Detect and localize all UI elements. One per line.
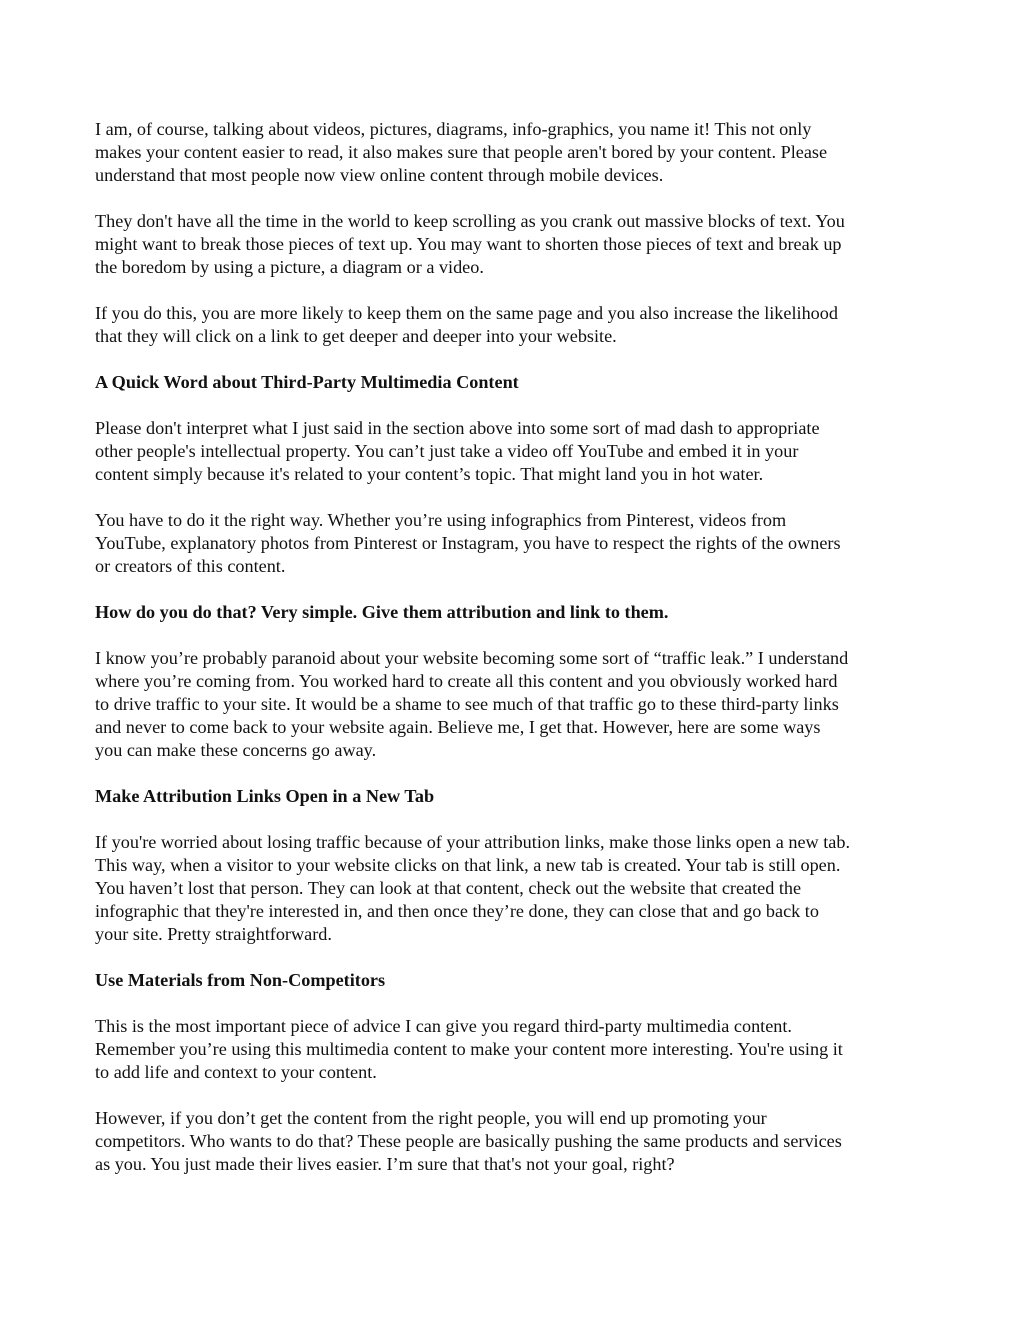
section-heading-non-competitors: [95, 969, 945, 992]
section-heading-attribution: [95, 601, 945, 624]
paragraph-competitors: [95, 1107, 945, 1176]
text-line: You have to do it the right way. Whether you’re using infographics from Pinterest, videos from: [95, 510, 787, 530]
paragraph-visual-content: [95, 118, 945, 187]
text-line: You haven’t lost that person. They can look at that content, check out the website that created the: [95, 878, 802, 898]
text-line: This way, when a visitor to your website clicks on that link, a new tab is created. Your tab is still open.: [95, 855, 841, 875]
text-line: infographic that they're interested in, and then once they’re done, they can close that and go back to: [95, 901, 819, 921]
paragraph-right-way: [95, 509, 945, 578]
text-line: I am, of course, talking about videos, pictures, diagrams, info-graphics, you name it! This not only: [95, 119, 812, 139]
text-line: the boredom by using a picture, a diagram or a video.: [95, 257, 484, 277]
heading-line: Use Materials from Non-Competitors: [95, 970, 386, 990]
text-line: content simply because it's related to your content’s topic. That might land you in hot water.: [95, 464, 764, 484]
text-line: that they will click on a link to get deeper and deeper into your website.: [95, 326, 617, 346]
text-line: I know you’re probably paranoid about your website becoming some sort of “traffic leak.” I understand: [95, 648, 849, 668]
section-heading-new-tab: [95, 785, 945, 808]
paragraph-important-advice: [95, 1015, 945, 1084]
text-line: or creators of this content.: [95, 556, 286, 576]
paragraph-new-tab: [95, 831, 945, 946]
text-line: They don't have all the time in the world to keep scrolling as you crank out massive blocks of text. You: [95, 211, 845, 231]
text-line: where you’re coming from. You worked hard to create all this content and you obviously worked hard: [95, 671, 838, 691]
text-line: and never to come back to your website again. Believe me, I get that. However, here are some ways: [95, 717, 821, 737]
text-line: might want to break those pieces of text up. You may want to shorten those pieces of text and break up: [95, 234, 842, 254]
text-line: If you're worried about losing traffic because of your attribution links, make those links open a new tab.: [95, 832, 850, 852]
text-line: competitors. Who wants to do that? These people are basically pushing the same products and services: [95, 1131, 842, 1151]
paragraph-same-page: [95, 302, 945, 348]
text-line: makes your content easier to read, it also makes sure that people aren't bored by your content. Please: [95, 142, 828, 162]
text-line: you can make these concerns go away.: [95, 740, 377, 760]
text-line: to drive traffic to your site. It would be a shame to see much of that traffic go to these third-party links: [95, 694, 839, 714]
text-line: This is the most important piece of advice I can give you regard third-party multimedia content.: [95, 1016, 792, 1036]
heading-line: Make Attribution Links Open in a New Tab: [95, 786, 435, 806]
section-heading-third-party: [95, 371, 945, 394]
heading-line: A Quick Word about Third-Party Multimedia Content: [95, 372, 519, 392]
paragraph-intellectual-property: [95, 417, 945, 486]
text-line: Remember you’re using this multimedia content to make your content more interesting. You're using it: [95, 1039, 843, 1059]
text-line: understand that most people now view online content through mobile devices.: [95, 165, 664, 185]
text-line: your site. Pretty straightforward.: [95, 924, 332, 944]
text-line: as you. You just made their lives easier. I’m sure that that's not your goal, right?: [95, 1154, 675, 1174]
heading-line: How do you do that? Very simple. Give them attribution and link to them.: [95, 602, 669, 622]
text-line: YouTube, explanatory photos from Pinterest or Instagram, you have to respect the rights of the owners: [95, 533, 841, 553]
paragraph-traffic-leak: [95, 647, 945, 762]
text-line: to add life and context to your content.: [95, 1062, 377, 1082]
document-page: [95, 118, 945, 1199]
text-line: If you do this, you are more likely to keep them on the same page and you also increase the likelihood: [95, 303, 838, 323]
text-line: However, if you don’t get the content from the right people, you will end up promoting your: [95, 1108, 767, 1128]
text-line: Please don't interpret what I just said in the section above into some sort of mad dash to appropriate: [95, 418, 820, 438]
text-line: other people's intellectual property. You can’t just take a video off YouTube and embed it in your: [95, 441, 799, 461]
paragraph-scrolling-time: [95, 210, 945, 279]
